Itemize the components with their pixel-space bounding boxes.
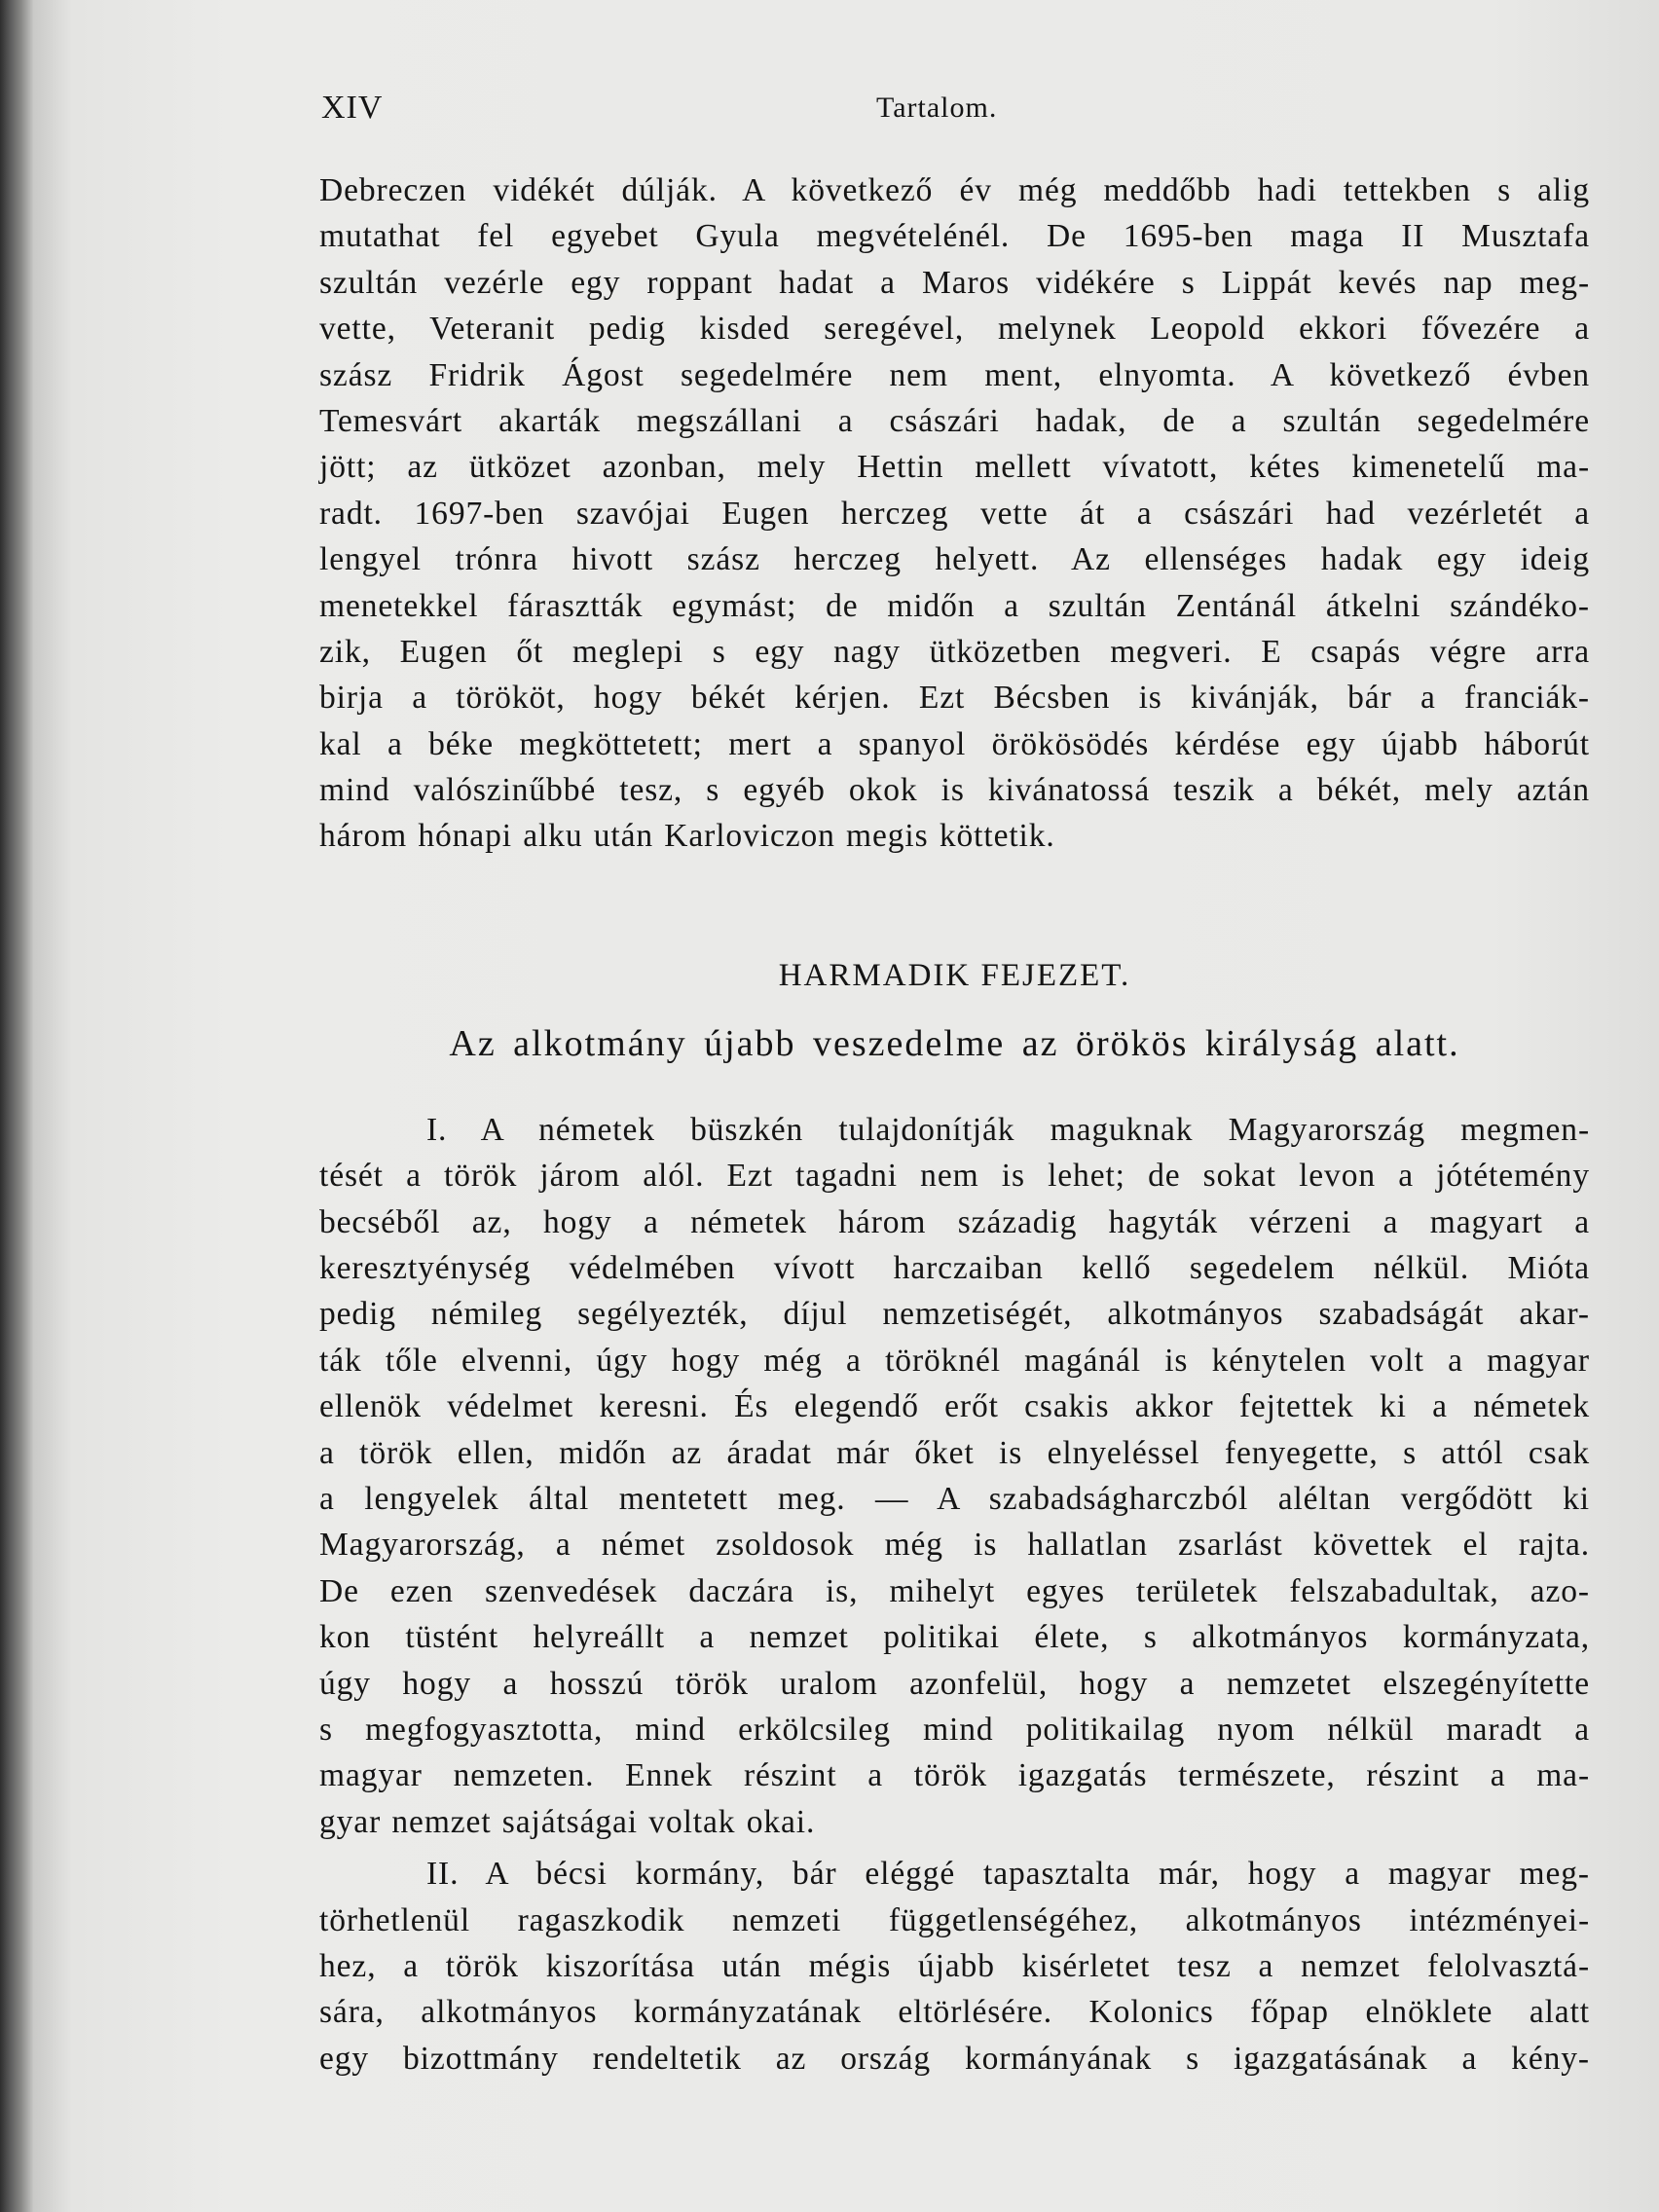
section-two-paragraph <box>319 1851 1590 2082</box>
text-line: Debreczen vidékét dúlják. A következő év még meddőbb hadi tettekben s alig <box>319 172 1590 208</box>
text-line: törhetlenül ragaszkodik nemzeti függetlenségéhez, alkotmányos intézményei- <box>319 1901 1590 1938</box>
text-line: három hónapi alku után Karloviczon megis köttetik. <box>319 818 1055 855</box>
text-line: úgy hogy a hosszú török uralom azonfelül, hogy a nemzetet elszegényítette <box>319 1665 1590 1702</box>
text-line: jött; az ütközet azonban, mely Hettin mellett vívatott, kétes kimenetelű ma- <box>319 449 1590 486</box>
text-line: gyar nemzet sajátságai voltak okai. <box>319 1803 816 1840</box>
text-line: vette, Veteranit pedig kisded seregével, melynek Leopold ekkori fővezére a <box>319 311 1590 348</box>
chapter-heading: HARMADIK FEJEZET. <box>778 957 1131 993</box>
text-line: ták tőle elvenni, úgy hogy még a töröknél magánál is kénytelen volt a magyar <box>319 1342 1590 1379</box>
running-title: Tartalom. <box>876 92 998 124</box>
text-line: Magyarország, a német zsoldosok még is hallatlan zsarlást követtek el rajta. <box>319 1527 1590 1564</box>
text-line: hez, a török kiszorítása után mégis újabb kisérletet tesz a nemzet felolvasztá- <box>319 1947 1590 1984</box>
section-one-paragraph <box>319 1107 1590 1845</box>
text-line: lengyel trónra hivott szász herczeg helyett. Az ellenséges hadak egy ideig <box>319 541 1590 578</box>
book-binding-edge <box>0 0 33 2212</box>
text-line: szultán vezérle egy roppant hadat a Maros vidékére s Lippát kevés nap meg- <box>319 264 1590 301</box>
text-line: kon tüstént helyreállt a nemzet politikai élete, s alkotmányos kormányzata, <box>319 1619 1590 1656</box>
text-line: szász Fridrik Ágost segedelmére nem ment, elnyomta. A következő évben <box>319 356 1590 393</box>
text-line: kal a béke megköttetett; mert a spanyol örökösödés kérdése egy újabb háborút <box>319 725 1590 762</box>
text-line: II. A bécsi kormány, bár eléggé tapasztalta már, hogy a magyar meg- <box>426 1856 1590 1893</box>
text-line: ellenök védelmet keresni. És elegendő erőt csakis akkor fejtettek ki a németek <box>319 1388 1590 1425</box>
text-line: radt. 1697-ben szavójai Eugen herczeg vette át a császári had vezérletét a <box>319 495 1590 532</box>
text-line: mind valószinűbbé tesz, s egyéb okok is kivánatossá teszik a békét, mely aztán <box>319 772 1590 809</box>
text-line: a török ellen, midőn az áradat már őket is elnyeléssel fenyegette, s attól csak <box>319 1434 1590 1471</box>
text-line: keresztyénység védelmében vívott harczaiban kellő segedelem nélkül. Mióta <box>319 1250 1590 1287</box>
text-line: zik, Eugen őt meglepi s egy nagy ütközetben megveri. E csapás végre arra <box>319 633 1590 670</box>
text-line: s megfogyasztotta, mind erkölcsileg mind politikailag nyom nélkül maradt a <box>319 1711 1590 1748</box>
text-line: I. A németek büszkén tulajdonítják maguknak Magyarország megmen- <box>426 1111 1590 1148</box>
text-line: mutathat fel egyebet Gyula megvételénél. De 1695-ben maga II Musztafa <box>319 218 1590 255</box>
page-header <box>321 90 1587 138</box>
text-line: tését a török járom alól. Ezt tagadni nem is lehet; de sokat levon a jótétemény <box>319 1158 1590 1195</box>
page-content <box>319 167 1590 2082</box>
chapter-title: Az alkotmány újabb veszedelme az örökös királyság alatt. <box>449 1022 1460 1064</box>
text-line: birja a törököt, hogy békét kérjen. Ezt Bécsben is kivánják, bár a franciák- <box>319 680 1590 717</box>
text-line: becséből az, hogy a németek három századig hagyták vérzeni a magyart a <box>319 1203 1590 1240</box>
text-line: egy bizottmány rendeltetik az ország kormányának s igazgatásának a kény- <box>319 2040 1590 2077</box>
text-line: De ezen szenvedések daczára is, mihelyt egyes területek felszabadultak, azo- <box>319 1572 1590 1609</box>
text-line: Temesvárt akarták megszállani a császári hadak, de a szultán segedelmére <box>319 402 1590 439</box>
text-line: a lengyelek által mentetett meg. — A szabadságharczból aléltan vergődött ki <box>319 1480 1590 1517</box>
text-line: menetekkel fárasztták egymást; de midőn a szultán Zentánál átkelni szándéko- <box>319 587 1590 624</box>
text-line: sára, alkotmányos kormányzatának eltörlésére. Kolonics főpap elnöklete alatt <box>319 1994 1590 2031</box>
intro-paragraph <box>319 167 1590 860</box>
text-line: pedig némileg segélyezték, díjul nemzetiségét, alkotmányos szabadságát akar- <box>319 1296 1590 1333</box>
page-number: XIV <box>321 90 384 126</box>
text-line: magyar nemzeten. Ennek részint a török igazgatás természete, részint a ma- <box>319 1757 1590 1794</box>
